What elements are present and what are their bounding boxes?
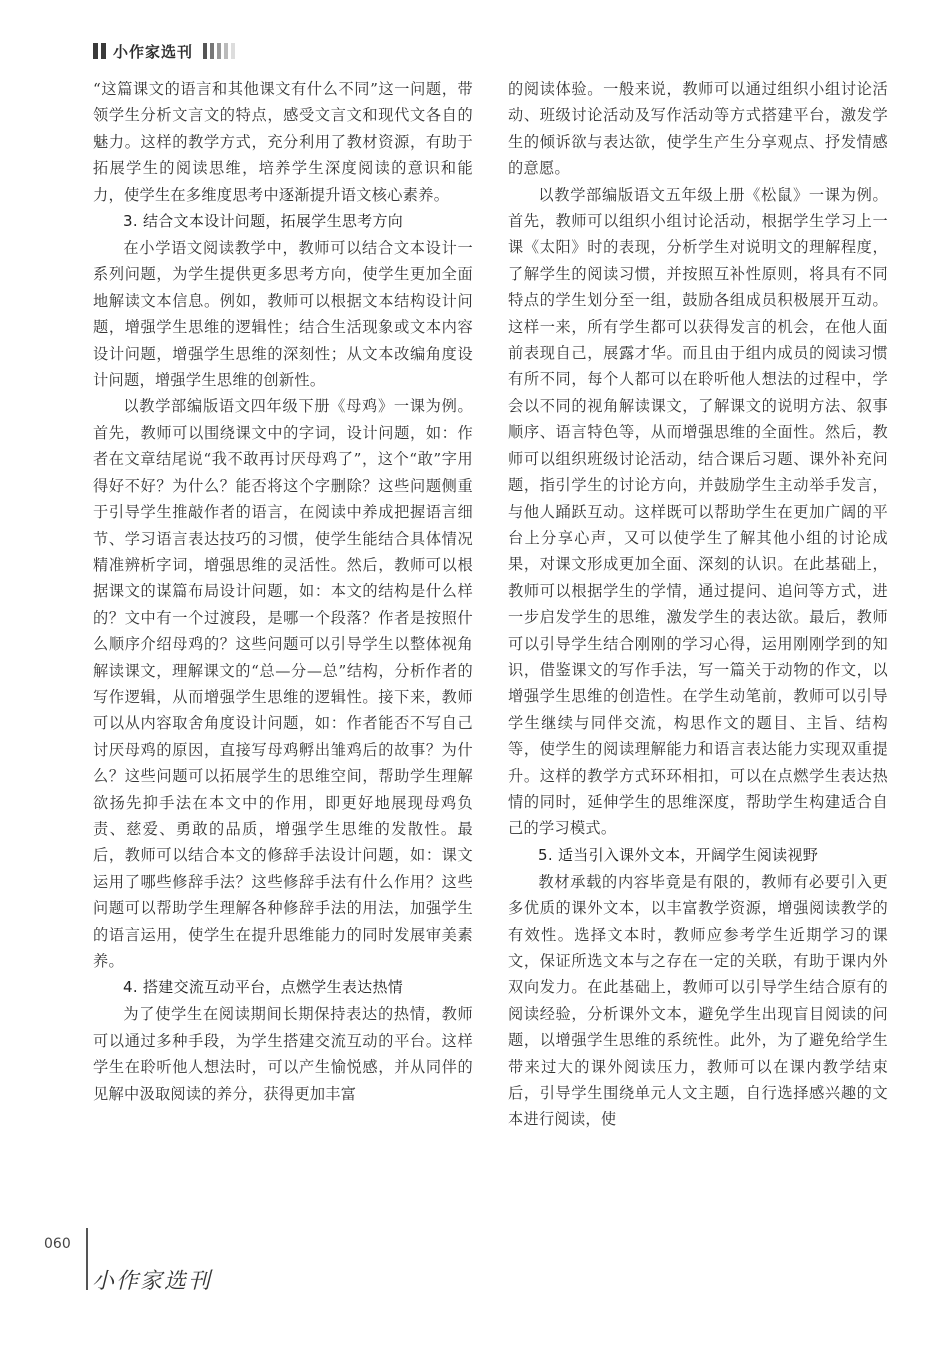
section-heading: 4. 搭建交流互动平台，点燃学生表达热情: [123, 978, 404, 997]
paragraph: 以教学部编版语文四年级下册《母鸡》一课为例。首先，教师可以围绕课文中的字词，设计问题，如：作者在文章结尾说“我不敢再讨厌母鸡了”，这个“敢”字用得好不好？为什么？能否将这个字删除？这些问题侧重于引导学生推敲作者的语言，在阅读中养成把握语言细节、学习语言表达技巧的习惯，使学生能结合具体情况精准辨析字词，增强思维的灵活性。然后，教师可以根据课文的谋篇布局设计问题，如：本文的结构是什么样的？文中有一个过渡段，是哪一个段落？作者是按照什么顺序介绍母鸡的？这些问题可以引导学生以整体视角解读课文，理解课文的“总—分—总”结构，分析作者的写作逻辑，从而增强学生思维的逻辑性。接下来，教师可以从内容取舍角度设计问题，如：作者能否不写自己讨厌母鸡的原因，直接写母鸡孵出雏鸡后的故事？为什么？这些问题可以拓展学生的思维空间，帮助学生理解欲扬先抑手法在本文中的作用，即更好地展现母鸡负责、慈爱、勇敢的品质，增强学生思维的发散性。最后，教师可以结合本文的修辞手法设计问题，如：课文运用了哪些修辞手法？这些修辞手法有什么作用？这些问题可以帮助学生理解各种修辞手法的用法，加强学生的语言运用，使学生在提升思维能力的同时发展审美素养。: [93, 397, 473, 970]
paragraph: 教材承载的内容毕竟是有限的，教师有必要引入更多优质的课外文本，以丰富教学资源，增强阅读教学的有效性。选择文本时，教师应参考学生近期学习的课文，保证所选文本与之存在一定的关联，有助于课内外双向发力。在此基础上，教师可以引导学生结合原有的阅读经验，分析课外文本，避免学生出现盲目阅读的问题，以增强学生思维的系统性。此外，为了避免给学生带来过大的课外阅读压力，教师可以在课内教学结束后，引导学生围绕单元人文主题，自行选择感兴趣的文本进行阅读，使: [508, 872, 888, 1129]
page-number: 060: [44, 1236, 71, 1252]
footer-brand-logo: 小作家选刊: [92, 1269, 213, 1294]
header-stripe-icon: [224, 43, 228, 59]
header-stripe-icon: [210, 43, 214, 59]
header-stripe-icon: [217, 43, 221, 59]
paragraph: 为了使学生在阅读期间长期保持表达的热情，教师可以通过多种手段，为学生搭建交流互动的平台。这样学生在聆听他人想法时，可以产生愉悦感，并从同伴的见解中汲取阅读的养分，获得更加丰富: [93, 1005, 473, 1103]
paragraph: “这篇课文的语言和其他课文有什么不同”这一问题，带领学生分析文言文的特点，感受文言文和现代文各自的魅力。这样的教学方式，充分利用了教材资源，有助于拓展学生的阅读思维，培养学生深度阅读的意识和能力，使学生在多维度思考中逐渐提升语文核心素养。: [93, 80, 473, 204]
left-column: [93, 76, 473, 1107]
header-stripe-icon: [203, 43, 207, 59]
section-heading: 3. 结合文本设计问题，拓展学生思考方向: [123, 212, 404, 231]
paragraph: 在小学语文阅读教学中，教师可以结合文本设计一系列问题，为学生提供更多思考方向，使学生更加全面地解读文本信息。例如，教师可以根据文本结构设计问题，增强学生思维的逻辑性；结合生活现象或文本内容设计问题，增强学生思维的深刻性；从文本改编角度设计问题，增强学生思维的创新性。: [93, 239, 473, 390]
running-header: [93, 40, 238, 62]
section-heading: 5. 适当引入课外文本，开阔学生阅读视野: [538, 845, 819, 864]
header-bar-icon: [101, 43, 106, 59]
paragraph: 的阅读体验。一般来说，教师可以通过组织小组讨论活动、班级讨论活动及写作活动等方式搭建平台，激发学生的倾诉欲与表达欲，使学生产生分享观点、抒发情感的意愿。: [508, 80, 888, 178]
header-stripe-icon: [231, 43, 235, 59]
right-column: [508, 76, 888, 1133]
journal-title: 小作家选刊: [113, 42, 194, 61]
header-bar-icon: [93, 43, 98, 59]
paragraph: 以教学部编版语文五年级上册《松鼠》一课为例。首先，教师可以组织小组讨论活动，根据学生学习上一课《太阳》时的表现，分析学生对说明文的理解程度，了解学生的阅读习惯，并按照互补性原则，将具有不同特点的学生划分至一组，鼓励各组成员积极展开互动。这样一来，所有学生都可以获得发言的机会，在他人面前表现自己，展露才华。而且由于组内成员的阅读习惯有所不同，每个人都可以在聆听他人想法的过程中，学会以不同的视角解读课文，了解课文的说明方法、叙事顺序、语言特色等，从而增强思维的全面性。然后，教师可以组织班级讨论活动，结合课后习题、课外补充问题，指引学生的讨论方向，并鼓励学生主动举手发言，与他人踊跃互动。这样既可以帮助学生在更加广阔的平台上分享心声，又可以使学生了解其他小组的讨论成果，对课文形成更加全面、深刻的认识。在此基础上，教师可以根据学生的学情，通过提问、追问等方式，进一步启发学生的思维，激发学生的表达欲。最后，教师可以引导学生结合刚刚的学习心得，运用刚刚学到的知识，借鉴课文的写作手法，写一篇关于动物的作文，以增强学生思维的创造性。在学生动笔前，教师可以引导学生继续与同伴交流，构思作文的题目、主旨、结构等，使学生的阅读理解能力和语言表达能力实现双重提升。这样的教学方式环环相扣，可以在点燃学生表达热情的同时，延伸学生的思维深度，帮助学生构建适合自己的学习模式。: [508, 185, 888, 838]
footer-divider: [86, 1228, 88, 1290]
